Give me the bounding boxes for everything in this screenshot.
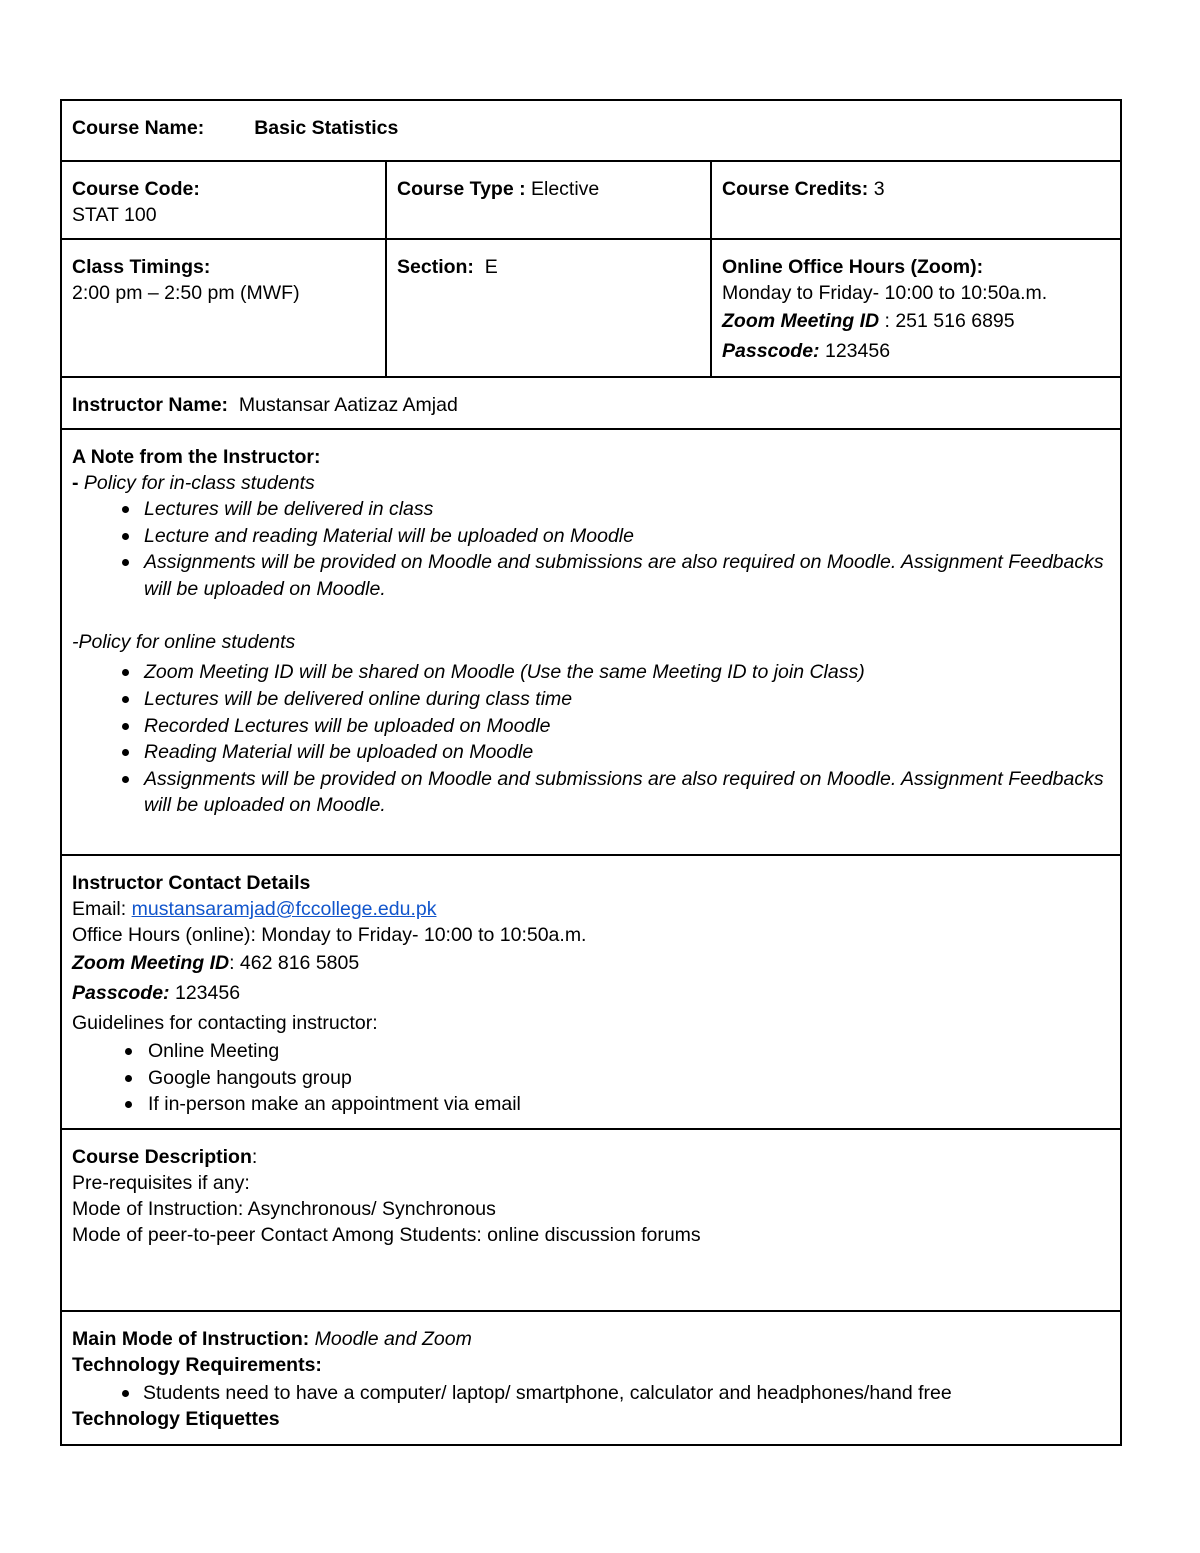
instructor-note-cell: [61, 429, 1121, 855]
section-label: Section:: [397, 256, 474, 278]
office-hours-cell: [711, 239, 1121, 377]
course-name-value: Basic Statistics: [254, 117, 399, 139]
description-line: Mode of Instruction: Asynchronous/ Synchronous: [72, 1197, 496, 1220]
description-title: Course Description: [72, 1145, 252, 1168]
course-description-cell: [61, 1129, 1121, 1311]
course-credits-label: Course Credits:: [722, 178, 869, 200]
contact-email-line: [72, 896, 1110, 922]
main-mode-line: [72, 1326, 1110, 1352]
list-item: Google hangouts group: [72, 1065, 1110, 1092]
course-code-cell: [61, 161, 386, 239]
class-timings-cell: [61, 239, 386, 377]
tech-requirements-list: [72, 1380, 1110, 1407]
office-passcode-label: Passcode:: [722, 340, 820, 362]
instructor-name-row: [61, 377, 1121, 429]
course-name-label: Course Name:: [72, 117, 205, 139]
tech-requirements-title: Technology Requirements:: [72, 1353, 322, 1376]
office-passcode-line: [722, 336, 1110, 366]
office-zoom-line: [722, 306, 1110, 336]
course-name-row: [61, 100, 1121, 161]
course-credits-cell: [711, 161, 1121, 239]
email-link[interactable]: mustansaramjad@fccollege.edu.pk: [131, 898, 437, 920]
course-code-label: Course Code:: [72, 178, 200, 200]
instruction-mode-cell: [61, 1311, 1121, 1445]
instructor-note-row: [61, 429, 1121, 855]
list-item: Lecture and reading Material will be uploaded on Moodle: [72, 523, 1110, 550]
course-outline-page: [60, 99, 1120, 1446]
email-label: Email:: [72, 898, 132, 920]
online-policy-title: -Policy for online students: [72, 631, 296, 654]
note-title: A Note from the Instructor:: [72, 446, 321, 468]
list-item: Online Meeting: [72, 1038, 1110, 1065]
contact-passcode-line: [72, 978, 1110, 1008]
inclass-policy-title: - Policy for in-class students: [72, 472, 315, 494]
class-timings-value: 2:00 pm – 2:50 pm (MWF): [72, 282, 300, 304]
inclass-policy-list: [72, 496, 1110, 602]
class-timings-label: Class Timings:: [72, 256, 211, 278]
contact-office-hours: Office Hours (online): Monday to Friday- 10:00 to 10:50a.m.: [72, 924, 587, 946]
contact-zoom-value: : 462 816 5805: [229, 952, 360, 974]
contact-passcode-label: Passcode:: [72, 982, 170, 1004]
list-item: Assignments will be provided on Moodle and submissions are also required on Moodle. Assignment Feedbacks will be uploaded on Moodle.: [72, 766, 1110, 819]
course-description-row: [61, 1129, 1121, 1311]
description-line: Pre-requisites if any:: [72, 1171, 250, 1194]
course-type-label: Course Type :: [397, 178, 526, 200]
course-type-cell: [386, 161, 711, 239]
guidelines-title: Guidelines for contacting instructor:: [72, 1012, 378, 1034]
course-code-value: STAT 100: [72, 204, 157, 226]
list-item: Lectures will be delivered online during class time: [72, 686, 1110, 713]
list-item: Lectures will be delivered in class: [72, 496, 1110, 523]
list-item: Students need to have a computer/ laptop/ smartphone, calculator and headphones/hand free: [72, 1380, 1110, 1407]
instructor-name-value: Mustansar Aatizaz Amjad: [238, 394, 458, 416]
description-line: Mode of peer-to-peer Contact Among Students: online discussion forums: [72, 1223, 701, 1246]
office-passcode-value: 123456: [819, 340, 891, 362]
contact-title: Instructor Contact Details: [72, 872, 311, 894]
contact-details-row: [61, 855, 1121, 1129]
list-item: If in-person make an appointment via email: [72, 1091, 1110, 1118]
contact-zoom-label: Zoom Meeting ID: [72, 952, 230, 974]
guidelines-list: [72, 1038, 1110, 1118]
section-value: E: [484, 256, 498, 278]
course-info-table: [60, 99, 1122, 1446]
course-name-cell: [61, 100, 1121, 161]
instruction-mode-row: [61, 1311, 1121, 1445]
contact-details-cell: [61, 855, 1121, 1129]
section-cell: [386, 239, 711, 377]
contact-zoom-line: [72, 948, 1110, 978]
list-item: Zoom Meeting ID will be shared on Moodle (Use the same Meeting ID to join Class): [72, 659, 1110, 686]
list-item: Recorded Lectures will be uploaded on Moodle: [72, 713, 1110, 740]
description-title-line: Course Description:: [72, 1145, 258, 1168]
tech-etiquettes-title: Technology Etiquettes: [72, 1408, 280, 1431]
list-item: Assignments will be provided on Moodle and submissions are also required on Moodle. Assignment Feedbacks will be uploaded on Moodle.: [72, 549, 1110, 602]
online-policy-list: [72, 659, 1110, 819]
office-zoom-value: : 251 516 6895: [879, 310, 1015, 332]
office-hours-label: Online Office Hours (Zoom):: [722, 256, 984, 278]
instructor-name-cell: [61, 377, 1121, 429]
contact-passcode-value: 123456: [169, 982, 241, 1004]
office-hours-value: Monday to Friday- 10:00 to 10:50a.m.: [722, 282, 1048, 304]
main-mode-label: Main Mode of Instruction:: [72, 1327, 310, 1350]
instructor-name-label: Instructor Name:: [72, 394, 229, 416]
office-zoom-label: Zoom Meeting ID: [722, 310, 880, 332]
main-mode-value: Moodle and Zoom: [309, 1327, 472, 1350]
course-credits-value: 3: [873, 178, 885, 200]
class-timings-row: [61, 239, 1121, 377]
course-type-value: Elective: [531, 178, 600, 200]
list-item: Reading Material will be uploaded on Moodle: [72, 739, 1110, 766]
course-code-row: [61, 161, 1121, 239]
